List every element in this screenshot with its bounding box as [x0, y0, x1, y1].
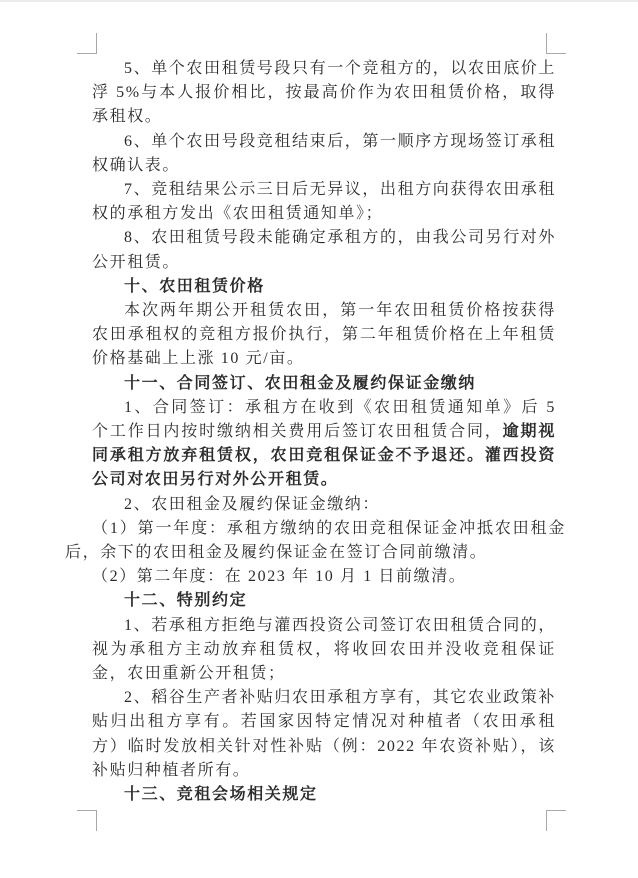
section-heading	[92, 372, 556, 396]
paragraph	[92, 614, 556, 687]
paragraph	[92, 130, 556, 178]
paragraph	[92, 493, 556, 517]
text-run: 2、农田租金及履约保证金缴纳：	[124, 495, 381, 513]
section-heading	[92, 589, 556, 613]
bold-text-run: 逾期视同承租方放弃租赁权，农田竞租保证金不予退还。灌西投资公司对农田另行对外公开租赁。	[92, 423, 556, 489]
paragraph	[65, 565, 566, 589]
text-boundary-mark-bottom-right	[546, 810, 566, 831]
section-heading	[92, 783, 556, 807]
paragraph	[92, 299, 556, 372]
paragraph	[65, 517, 566, 565]
bold-text-run: 十一、合同签订、农田租金及履约保证金缴纳	[124, 374, 477, 392]
bold-text-run: 十二、特别约定	[124, 592, 248, 610]
text-run: 1、合同签订：承租方在收到《农田租赁通知单》后 5 个工作日内按时缴纳相关费用后签订农田租赁合同，	[92, 398, 556, 441]
document-text-area[interactable]	[65, 57, 566, 807]
paragraph	[92, 178, 556, 226]
text-boundary-mark-bottom-left	[77, 810, 97, 831]
paragraph	[92, 396, 556, 493]
text-run: 1、若承租方拒绝与灌西投资公司签订农田租赁合同的，视为承租方主动放弃租赁权，将收回农田并没收竞租保证金，农田重新公开租赁；	[92, 616, 557, 683]
text-run: 6、单个农田号段竞租结束后，第一顺序方现场签订承租权确认表。	[92, 132, 557, 174]
text-run: 本次两年期公开租赁农田，第一年农田租赁价格按获得农田承租权的竞租方报价执行，第二年租赁价格在上年租赁价格基础上上涨 10 元/亩。	[92, 302, 556, 368]
section-heading	[92, 275, 556, 299]
text-boundary-mark-top-left	[77, 33, 97, 54]
text-run: 8、农田租赁号段未能确定承租方的，由我公司另行对外公开租赁。	[92, 229, 557, 271]
text-run: 7、竞租结果公示三日后无异议，出租方向获得农田承租权的承租方发出《农田租赁通知单》；	[92, 181, 557, 223]
paragraph	[92, 57, 556, 130]
text-run: 2、稻谷生产者补贴归农田承租方享有，其它农业政策补贴归出租方享有。若国家因特定情况对种植者（农田承租方）临时发放相关针对性补贴（例：2022 年农资补贴），该补贴归种植者所有。	[92, 689, 557, 779]
paragraph	[92, 686, 556, 783]
text-run: （2）第二年度：在 2023 年 10 月 1 日前缴清。	[92, 568, 467, 586]
bold-text-run: 十、农田租赁价格	[124, 277, 265, 295]
window-top-border	[0, 0, 638, 2]
text-run: 5、单个农田租赁号段只有一个竞租方的，以农田底价上浮 5%与本人报价相比，按最高价作为农田租赁价格，取得承租权。	[92, 60, 557, 126]
text-boundary-mark-top-right	[546, 33, 566, 54]
text-run: （1）第一年度：承租方缴纳的农田竞租保证金冲抵农田租金后，余下的农田租金及履约保证金在签订合同前缴清。	[65, 519, 566, 562]
bold-text-run: 十三、竞租会场相关规定	[124, 786, 318, 804]
paragraph	[92, 226, 556, 274]
